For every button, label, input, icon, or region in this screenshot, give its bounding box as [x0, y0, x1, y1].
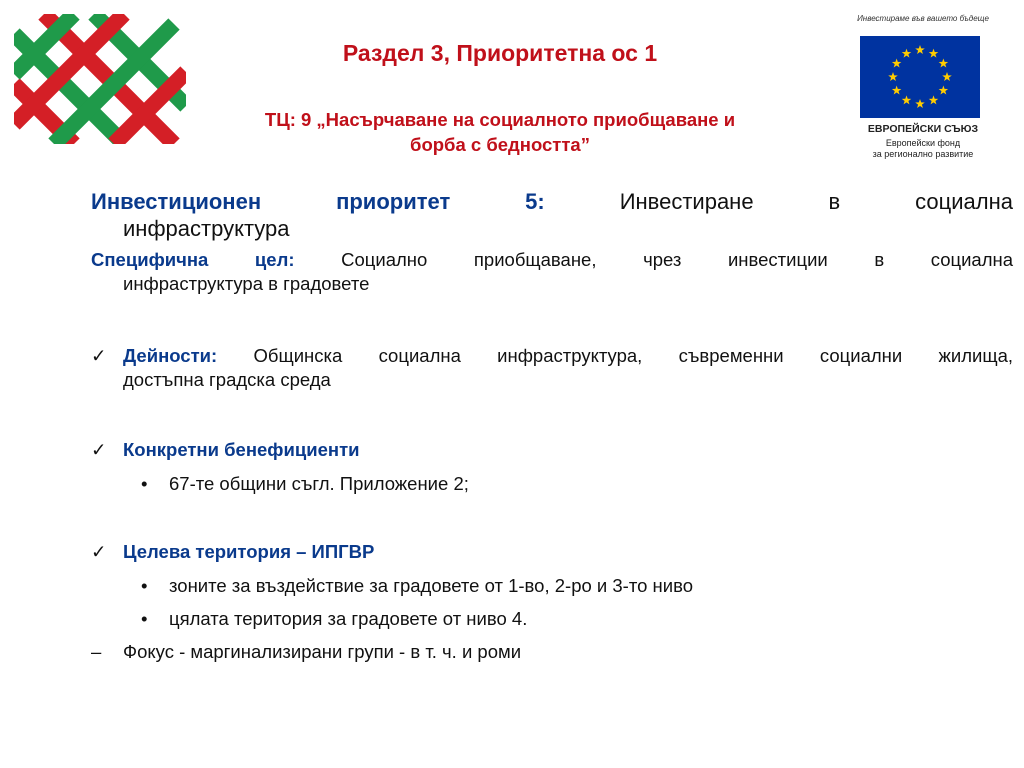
activities-label: Дейности:	[123, 345, 218, 366]
activities-item	[91, 344, 1013, 392]
slide-subtitle	[195, 107, 805, 157]
eu-slogan: Инвестираме във вашето бъдеще	[857, 14, 989, 23]
investment-priority-line-1	[91, 188, 1013, 215]
bullet-icon: •	[141, 473, 148, 494]
list-item	[91, 607, 1013, 631]
territory-item	[91, 540, 1013, 564]
slide-title: Раздел 3, Приоритетна ос 1	[342, 40, 658, 66]
specific-goal-text-2: инфраструктура в градовете	[123, 273, 370, 294]
specific-goal-text-1: Социално приобщаване, чрез инвестиции в социална	[341, 249, 1014, 270]
check-icon: ✓	[91, 439, 107, 460]
investment-priority-text-1: Инвестиране в социална	[619, 189, 1013, 214]
investment-priority-text-2: инфраструктура	[123, 216, 290, 241]
list-item	[91, 574, 1013, 598]
dash-icon: –	[91, 641, 102, 662]
specific-goal-label: Специфична цел:	[91, 249, 295, 270]
specific-goal-line-1	[91, 248, 1013, 272]
investment-priority	[91, 188, 1013, 242]
beneficiaries-item-text: 67-те общини съгл. Приложение 2;	[169, 473, 469, 494]
subtitle-line-1: ТЦ: 9 „Насърчаване на социалното приобщаване и	[264, 109, 736, 130]
subtitle-line-2: борба с бедността”	[410, 134, 590, 155]
bullet-icon: •	[141, 575, 148, 596]
activities-text-2: достъпна градска среда	[123, 369, 331, 390]
slide-body	[91, 188, 1013, 664]
territory-label: Целева територия – ИПГВР	[123, 541, 375, 562]
activities-text-1: Общинска социална инфраструктура, съвременни социални жилища,	[253, 345, 1014, 366]
investment-priority-label: Инвестиционен приоритет 5:	[91, 189, 545, 214]
beneficiaries-item	[91, 438, 1013, 462]
eu-name: ЕВРОПЕЙСКИ СЪЮЗ	[867, 123, 979, 135]
focus-text: Фокус - маргинализирани групи - в т. ч. и роми	[123, 641, 522, 662]
eu-flag-icon	[860, 36, 980, 118]
check-icon: ✓	[91, 541, 107, 562]
eu-logo	[848, 14, 998, 164]
eu-fund	[848, 138, 998, 160]
activities-line-1	[123, 344, 1013, 368]
bullet-icon: •	[141, 608, 148, 629]
programme-logo	[14, 14, 186, 144]
territory-item-text-1: зоните за въздействие за градовете от 1-во, 2-ро и 3-то ниво	[169, 575, 693, 596]
eu-fund-line-2: за регионално развитие	[872, 149, 974, 159]
beneficiaries-label: Конкретни бенефициенти	[123, 439, 360, 460]
eu-fund-line-1: Европейски фонд	[885, 138, 961, 148]
focus-item	[91, 640, 1013, 664]
list-item	[91, 472, 1013, 496]
territory-item-text-2: цялата територия за градовете от ниво 4.	[169, 608, 528, 629]
check-icon: ✓	[91, 345, 107, 366]
specific-goal	[91, 248, 1013, 296]
